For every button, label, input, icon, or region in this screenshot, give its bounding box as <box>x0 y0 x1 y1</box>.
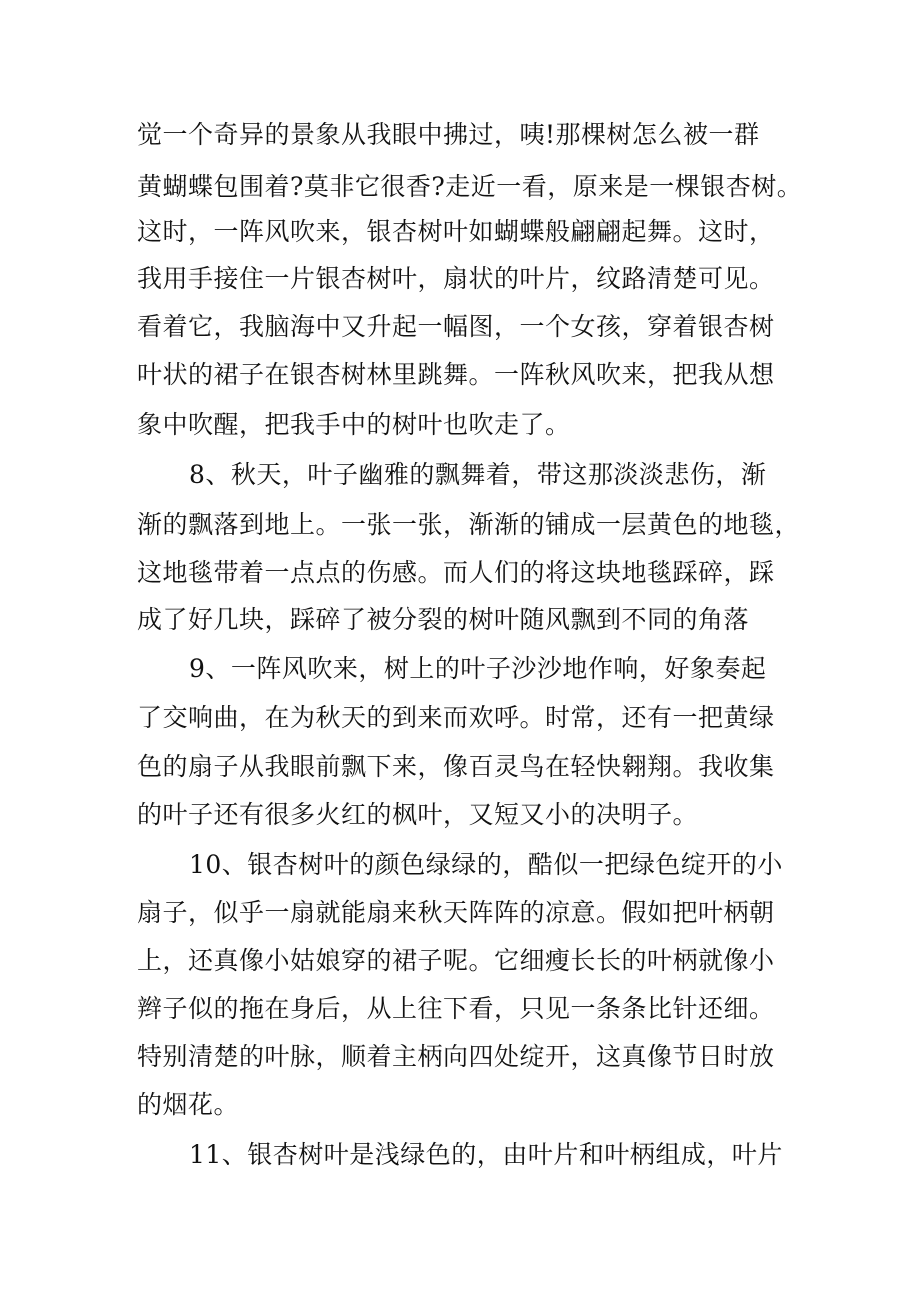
text-line: 叶状的裙子在银杏树林里跳舞。一阵秋风吹来，把我从想 <box>137 360 775 389</box>
text-line: 我用手接住一片银杏树叶，扇状的叶片，纹路清楚可见。 <box>137 264 775 293</box>
text-line: 扇子，似乎一扇就能扇来秋天阵阵的凉意。假如把叶柄朝 <box>137 898 775 927</box>
text-line: 成了好几块，踩碎了被分裂的树叶随风飘到不同的角落 <box>137 605 750 634</box>
text-line: 看着它，我脑海中又升起一幅图，一个女孩，穿着银杏树 <box>137 312 775 341</box>
text-line: 这时，一阵风吹来，银杏树叶如蝴蝶般翩翩起舞。这时， <box>137 217 775 246</box>
text-line: 上，还真像小姑娘穿的裙子呢。它细瘦长长的叶柄就像小 <box>137 946 775 975</box>
text-line: 的叶子还有很多火红的枫叶，又短又小的决明子。 <box>137 800 699 829</box>
text-line: 色的扇子从我眼前飘下来，像百灵鸟在轻快翱翔。我收集 <box>137 752 775 781</box>
text-line: 象中吹醒，把我手中的树叶也吹走了。 <box>137 410 571 439</box>
text-line: 特别清楚的叶脉，顺着主柄向四处绽开，这真像节日时放 <box>137 1042 775 1071</box>
text-line: 觉一个奇异的景象从我眼中拂过，咦!那棵树怎么被一群 <box>137 120 760 149</box>
text-line: 的烟花。 <box>137 1090 240 1119</box>
text-line: 辫子似的拖在身后，从上往下看，只见一条条比针还细。 <box>137 994 775 1023</box>
text-line: 了交响曲，在为秋天的到来而欢呼。时常，还有一把黄绿 <box>137 703 775 732</box>
text-line: 9、一阵风吹来，树上的叶子沙沙地作响，好象奏起 <box>189 654 767 683</box>
text-line: 10、银杏树叶的颜色绿绿的，酷似一把绿色绽开的小 <box>189 850 783 879</box>
text-line: 这地毯带着一点点的伤感。而人们的将这块地毯踩碎，踩 <box>137 558 775 587</box>
text-line: 渐的飘落到地上。一张一张，渐渐的铺成一层黄色的地毯， <box>137 510 801 539</box>
text-line: 黄蝴蝶包围着?莫非它很香?走近一看，原来是一棵银杏树。 <box>137 172 803 201</box>
text-line: 8、秋天，叶子幽雅的飘舞着，带这那淡淡悲伤，渐 <box>189 460 767 489</box>
text-line: 11、银杏树叶是浅绿色的，由叶片和叶柄组成，叶片 <box>189 1140 783 1169</box>
